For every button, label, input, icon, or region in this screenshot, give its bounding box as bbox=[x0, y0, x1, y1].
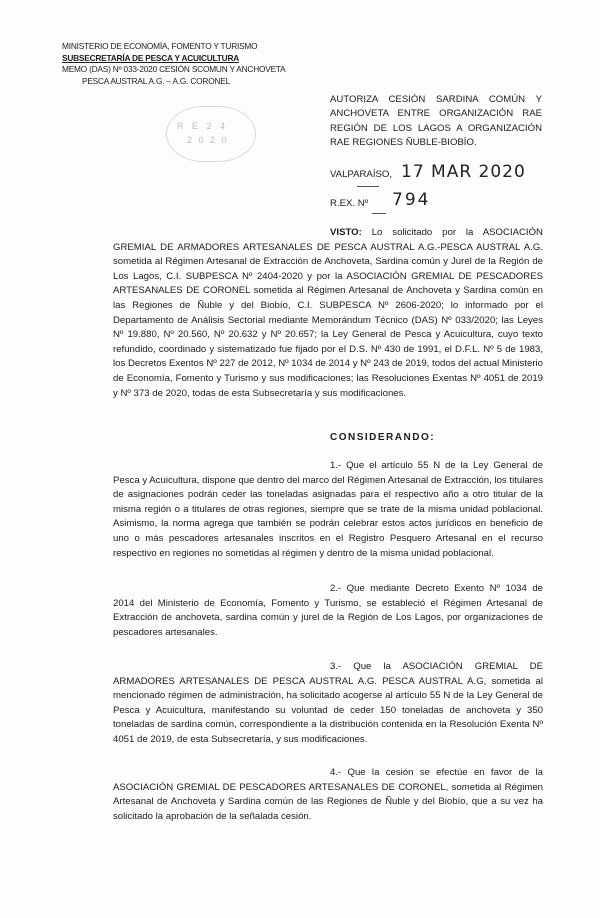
rex-number: 794 bbox=[392, 190, 431, 210]
ministry-name: MINISTERIO DE ECONOMÍA, FOMENTO Y TURISMO bbox=[62, 41, 258, 51]
visto-label: VISTO: bbox=[330, 227, 362, 238]
handwritten-mark bbox=[372, 213, 386, 214]
stamp-text-2: 2 0 2 0 bbox=[187, 135, 229, 145]
stamp-text-1: R E 2 4 bbox=[177, 121, 229, 131]
rex-label: R.EX. Nº bbox=[330, 198, 369, 209]
memo-reference-line-1: MEMO (DAS) Nº 033-2020 CESIÓN SCOMUN Y ANCHOVETA bbox=[62, 64, 286, 74]
considerando-paragraph-4: 4.- Que la cesión se efectúe en favor de la ASOCIACIÓN GREMIAL DE PESCADORES ARTESANALES DE CORONEL, sometida al Régimen Artesanal de Anchoveta y Sardina común de las Regiones de Ñuble y del Biobío, que a su vez ha solicitado la aprobación de la señalada cesión. bbox=[113, 767, 543, 822]
date-stamp: 17 MAR 2020 bbox=[401, 162, 526, 182]
considerando-paragraph-1: 1.- Que el artículo 55 N de la Ley General de Pesca y Acuicultura, dispone que dentro del marco del Régimen Artesanal de Extracción, los titulares de asignaciones podrán ceder las toneladas asignadas para el respectivo año a otro titular de la misma región o a titulares de otras regiones, siempre que se trate de la misma unidad poblacional. Asimismo, la norma agrega que también se podrán celebrar estos actos jurídicos en beneficio de uno o más pescadores artesanales inscritos en el Registro Pesquero Artesanal en el recurso respectivo en regiones no sometidas al régimen y dentro de la misma unidad poblacional. bbox=[113, 460, 543, 559]
resolution-subject: AUTORIZA CESIÓN SARDINA COMÚN Y ANCHOVETA ENTRE ORGANIZACIÓN RAE REGIÓN DE LOS LAGOS A ORGANIZACIÓN RAE REGIONES ÑUBLE-BIOBÍO. bbox=[330, 94, 542, 148]
faded-stamp bbox=[166, 106, 256, 162]
visto-text: Lo solicitado por la ASOCIACIÓN GREMIAL DE ARMADORES ARTESANALES DE PESCA AUSTRAL A.G.-PESCA AUSTRAL A.G. sometida al Régimen Artesanal de Extracción de Anchoveta, Sardina común y Jurel de la Región de Los Lagos, C.I. SUBPESCA Nº 2404-2020 y por la ASOCIACIÓN GREMIAL DE PESCADORES ARTESANALES DE CORONEL sometida al Régimen Artesanal de Anchoveta y Sardina común en las Regiones de Ñuble y del Biobío, C.I. SUBPESCA Nº 2606-2020; lo informado por el Departamento de Análisis Sectorial mediante Memorándum Técnico (DAS) Nº 033/2020; las Leyes Nº 19.880, Nº 20.560, Nº 20.632 y Nº 20.657; la Ley General de Pesca y Acuicultura, cuyo texto refundido, coordinado y sistematizado fue fijado por el D.S. Nº 430 de 1991, el D.F.L. Nº 5 de 1983, los Decretos Exentos Nº 227 de 2012, Nº 1034 de 2014 y Nº 243 de 2019, todos del actual Ministerio de Economía, Fomento y Turismo y sus modificaciones; las Resoluciones Exentas Nº 4051 de 2019 y Nº 373 de 2020, todas de esta Subsecretaría y sus modificaciones. bbox=[113, 227, 543, 399]
handwritten-mark bbox=[357, 186, 379, 187]
letterhead bbox=[62, 41, 286, 87]
memo-reference-line-2: PESCA AUSTRAL A.G. – A.G. CORONEL bbox=[82, 75, 231, 86]
subsecretaria-name: SUBSECRETARÍA DE PESCA Y ACUICULTURA bbox=[62, 52, 240, 63]
considerando-heading: CONSIDERANDO: bbox=[330, 432, 436, 443]
considerando-paragraph-3: 3.- Que la ASOCIACIÓN GREMIAL DE ARMADORES ARTESANALES DE PESCA AUSTRAL A.G. PESCA AUSTRAL A.G, sometida al mencionado régimen de administración, ha solicitado acogerse al artículo 55 N de la Ley General de Pesca y Acuicultura, manifestando su voluntad de ceder 150 toneladas de anchoveta y 350 toneladas de sardina común, correspondiente a la distribución contenida en la Resolución Exenta Nº 4051 de 2019, de esta Subsecretaría, y sus modificaciones. bbox=[113, 661, 543, 745]
considerando-paragraph-2: 2.- Que mediante Decreto Exento Nº 1034 de 2014 del Ministerio de Economía, Fomento y Turismo, se estableció el Régimen Artesanal de Extracción de anchoveta, sardina común y jurel de la Región de Los Lagos, por organizaciones de pescadores artesanales. bbox=[113, 583, 543, 638]
place-label: VALPARAÍSO, bbox=[330, 169, 393, 180]
visto-paragraph bbox=[113, 226, 543, 401]
